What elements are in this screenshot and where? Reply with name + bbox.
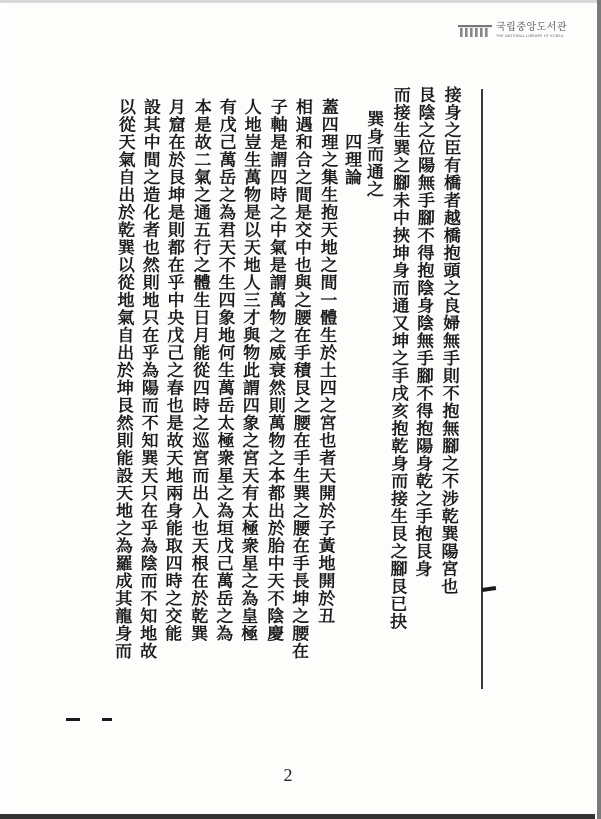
text-column: 艮陰之位陽無手腳不得抱陰身陰無手腳不得抱陽身乾之手抱艮身 xyxy=(411,85,435,578)
chapter-heading: 四理論 xyxy=(340,132,362,186)
viewer-bottom-edge xyxy=(0,814,595,819)
handwritten-text-block xyxy=(92,86,492,726)
scanned-page xyxy=(6,3,594,816)
page-number: 2 xyxy=(283,765,293,785)
library-name-english: THE NATIONAL LIBRARY OF KOREA xyxy=(496,34,564,38)
text-column: 接身之臣有橋者越橋抱頭之良婦無手則不抱無腳之不涉乾巽陽宮也 xyxy=(437,85,461,596)
text-column: 子軸是謂四時之中氣是謂萬物之威衰然則萬物之本都出於胎中天不陰慶 xyxy=(263,97,287,643)
text-column: 月窟在於艮坤是則都在乎中央戊己之春也是故天地兩身能取四時之交能 xyxy=(161,97,185,643)
library-name-korean: 국립중앙도서관 xyxy=(496,22,568,33)
text-column: 相遇和合之間是交中也與之腰在手積艮之腰在手生巽之腰在手長坤之腰在 xyxy=(288,97,312,660)
text-column: 有戊己萬岳之為君天不生四象地何生萬岳太極衆星之為垣戊己萬岳之為 xyxy=(212,97,236,643)
text-column: 本是故二氣之通五行之體生日月能從四時之巡宮而出入也天根在於乾巽 xyxy=(187,97,211,643)
library-logo xyxy=(458,23,567,39)
text-column: 以從天氣自出於乾巽以從地氣自出於坤艮然則能設天地之為羅成其龍身而 xyxy=(111,97,135,660)
text-column: 巽身而通之 xyxy=(362,109,384,198)
text-column: 蓋四理之集生抱天地之間一體生於土四之宮也者天開於子黃地開於丑 xyxy=(314,97,338,625)
library-emblem-icon xyxy=(458,24,492,38)
text-column: 設其中間之造化者也然則地只在乎為陽而不知巽天只在乎為陰而不知地故 xyxy=(136,97,160,660)
ink-mark xyxy=(66,718,80,721)
library-name xyxy=(496,23,567,39)
text-column: 而接生巽之腳未中挾坤身而通又坤之手戌亥抱乾身而接生艮之腳艮已抉 xyxy=(386,85,410,631)
ink-mark xyxy=(102,718,112,721)
text-column: 人地豈生萬物是以天地人三才與物此謂四象之宮天有太極衆星之為皇極 xyxy=(237,97,261,643)
viewer-scrollbar-edge[interactable] xyxy=(597,0,601,819)
